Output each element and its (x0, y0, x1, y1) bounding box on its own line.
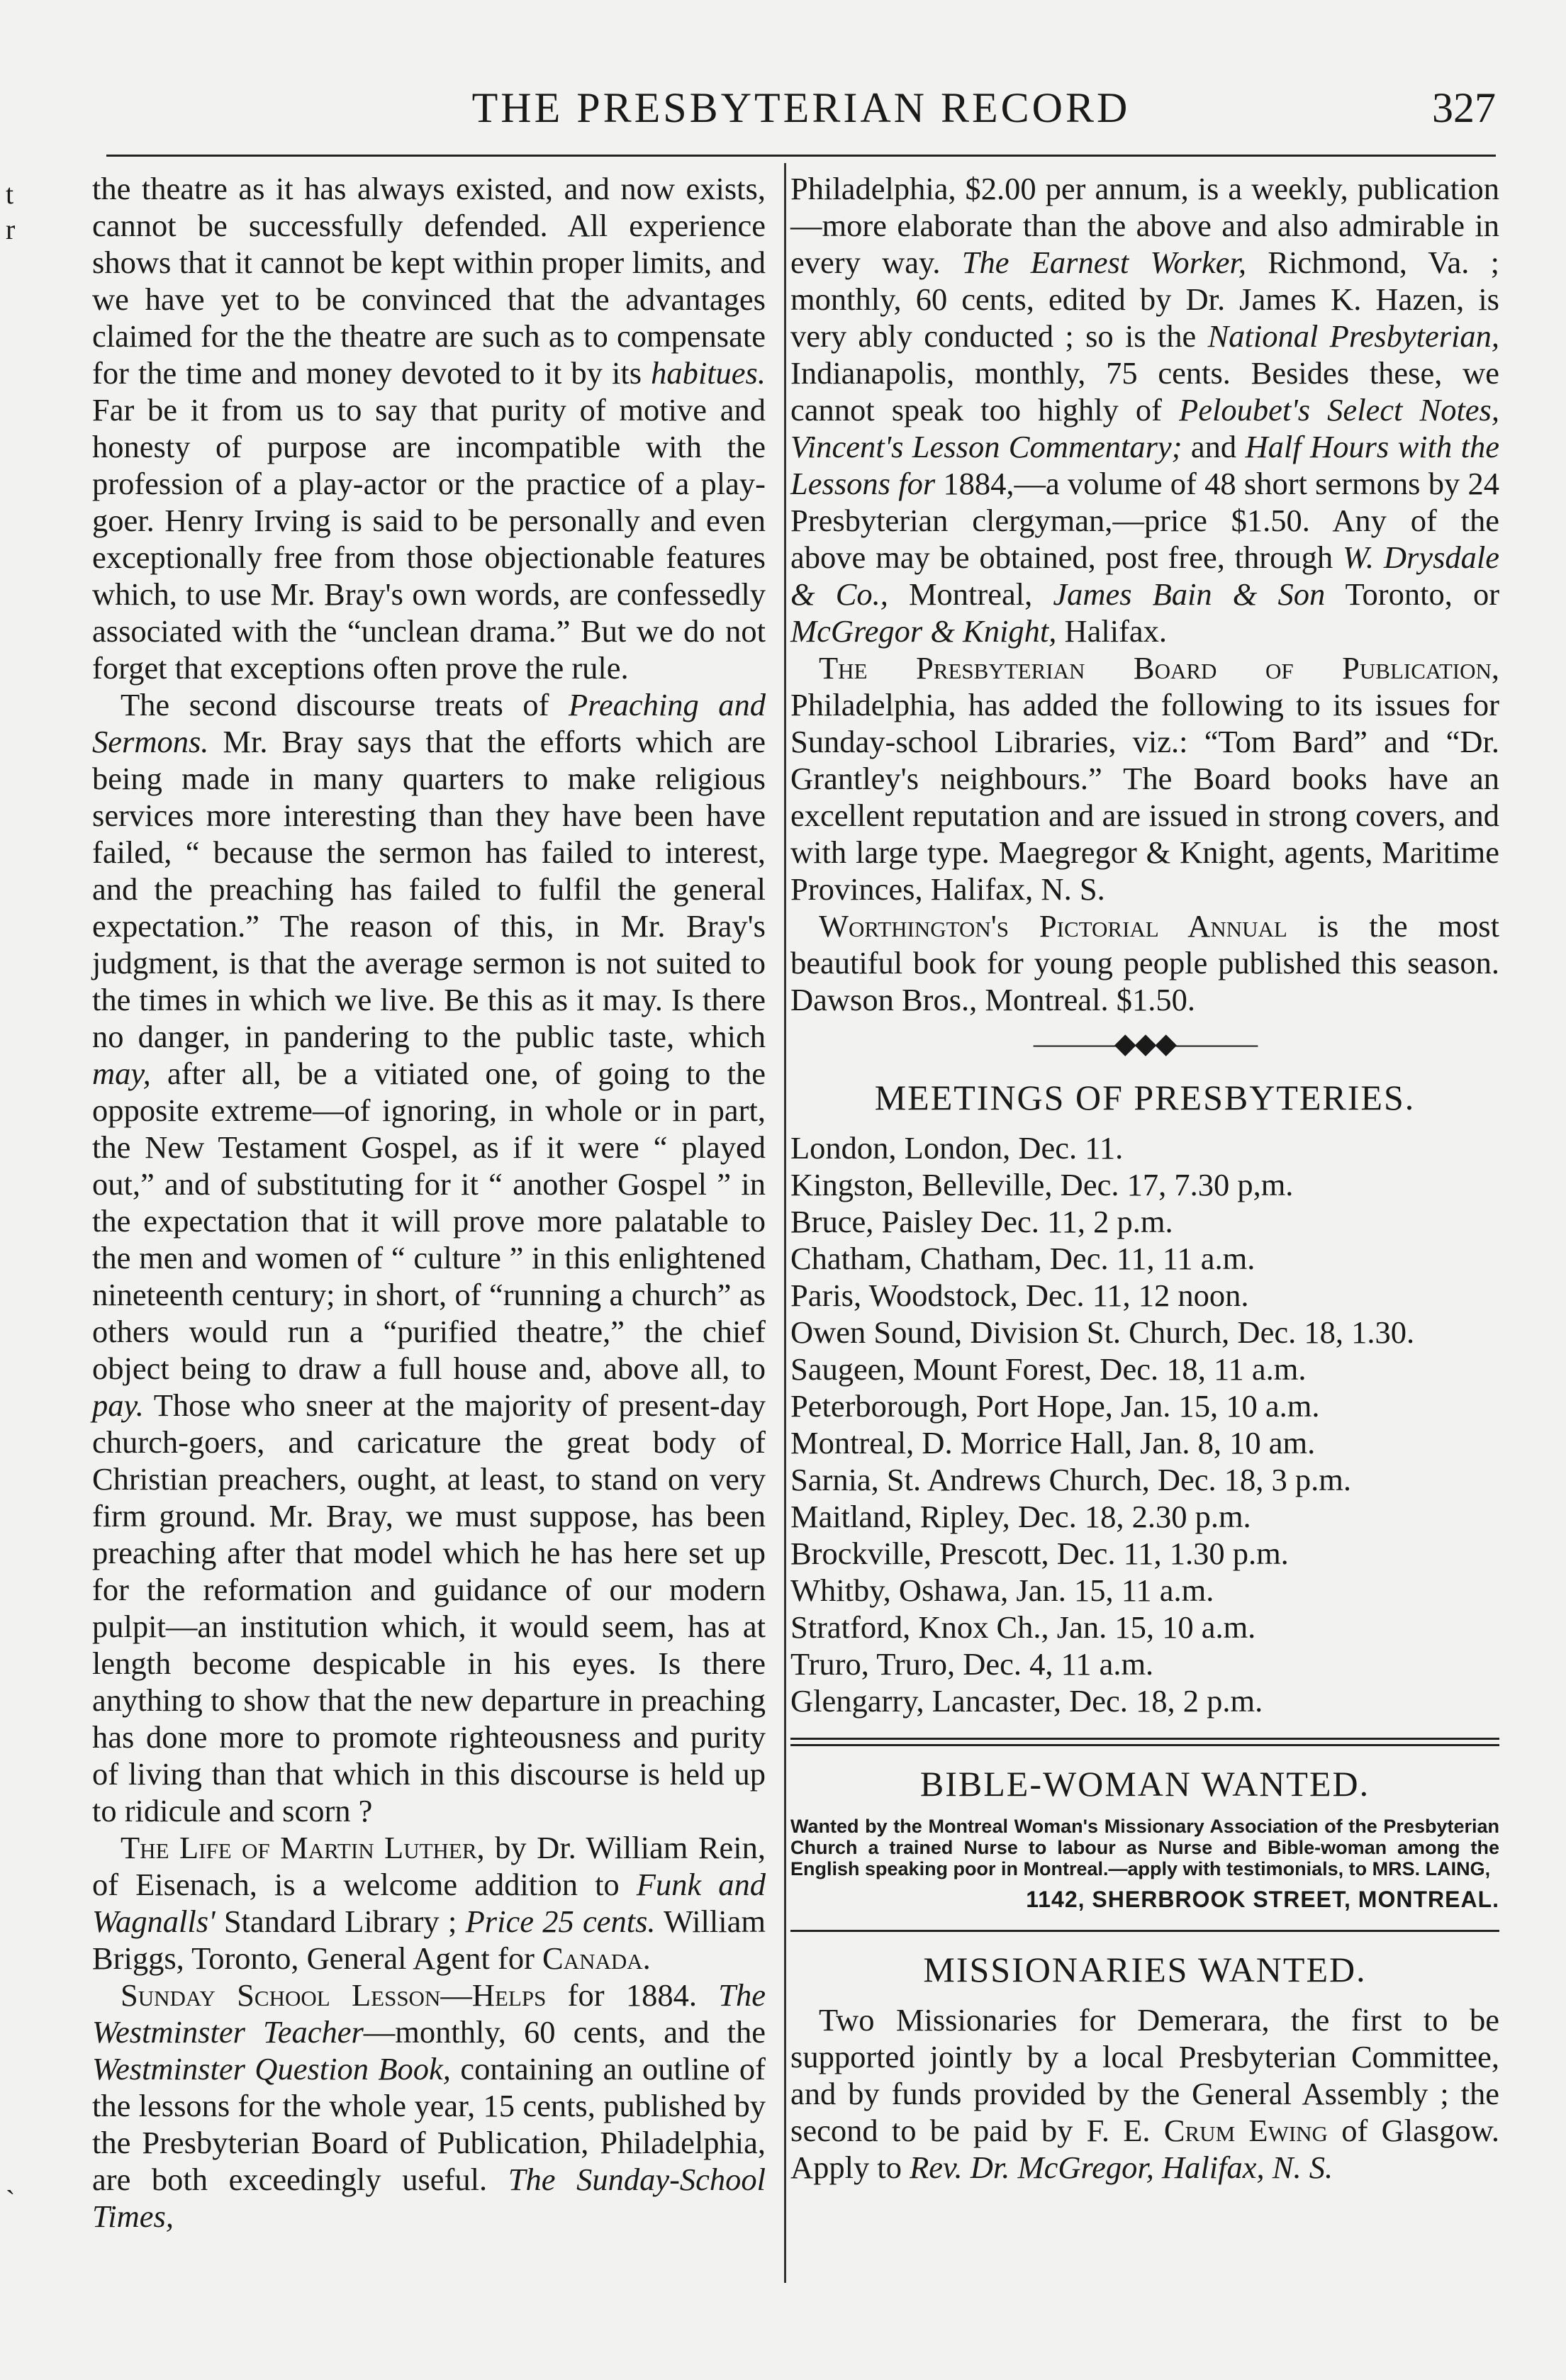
text: is the most beautiful book for young people published this season. Dawson Bros., Montreal. $1.50. (790, 908, 1499, 1017)
italic-text: Rev. Dr. McGregor, Halifax, N. S. (910, 2150, 1333, 2185)
bible-woman-heading: BIBLE-WOMAN WANTED. (919, 1764, 1370, 1804)
italic-text: habitues. (651, 355, 766, 391)
italic-text: McGregor & Knight, (790, 613, 1057, 649)
column-divider (784, 163, 786, 2283)
text: William Briggs, Toronto, General Agent for (92, 1904, 766, 1976)
list-item: Kingston, Belleville, Dec. 17, 7.30 p,m. (790, 1167, 1294, 1202)
text: Philadelphia, $2.00 per annum, is a weekly, publication—more elaborate than the above and also admirable in every way. (790, 171, 1499, 280)
left-column (92, 170, 766, 2235)
text: Two Missionaries for Demerara, the first to be supported jointly by a local Presbyterian Committee, and by funds provided by the General Assembly ; the second to be paid by F. E. (790, 2002, 1499, 2148)
italic-text: Preaching and Sermons. (92, 687, 766, 759)
paragraph-periodicals (790, 170, 1499, 649)
text: Richmond, Va. ; monthly, 60 cents, edited by Dr. James K. Hazen, is very ably conducted ; so is the (790, 245, 1499, 354)
text: containing an outline of the lessons for the whole year, 15 cents, published by the Presbyterian Board of Publication, Philadelphia, are both exceedingly useful. (92, 2051, 766, 2197)
list-item: Bruce, Paisley Dec. 11, 2 p.m. (790, 1204, 1173, 1239)
italic-text: Price 25 cents. (465, 1904, 656, 1939)
list-item: Paris, Woodstock, Dec. 11, 12 noon. (790, 1278, 1249, 1313)
list-item: Truro, Truro, Dec. 4, 11 a.m. (790, 1646, 1154, 1682)
text: The second discourse treats of (121, 687, 549, 722)
page-number: 327 (1432, 84, 1496, 131)
italic-text: Westminster Question Book, (92, 2051, 451, 2086)
bible-woman-address: 1142, SHERBROOK STREET, MONTREAL. (1026, 1887, 1499, 1912)
italic-text: The Earnest Worker, (961, 245, 1247, 280)
list-item: Whitby, Oshawa, Jan. 15, 11 a.m. (790, 1572, 1214, 1608)
italic-text: Half Hours with the Lessons for (790, 429, 1499, 501)
margin-mark: ` (6, 2184, 16, 2216)
italic-text: W. Drysdale & Co., (790, 540, 1500, 612)
text: Indianapolis, monthly, 75 cents. Besides these, we cannot speak too highly of (790, 355, 1499, 428)
text: —monthly, 60 cents, and the (363, 2014, 766, 2050)
italic-text: may, (92, 1056, 151, 1091)
running-title: THE PRESBYTERIAN RECORD (471, 84, 1131, 131)
list-item: Maitland, Ripley, Dec. 18, 2.30 p.m. (790, 1499, 1251, 1534)
text: of Glasgow. Apply to (790, 2113, 1500, 2185)
italic-text: Peloubet's Select Notes, Vincent's Lesson Commentary; (790, 392, 1500, 464)
list-item: Montreal, D. Morrice Hall, Jan. 8, 10 am. (790, 1425, 1316, 1460)
page-header (106, 84, 1496, 140)
paragraph-pictorial-annual (790, 907, 1499, 1018)
section-divider (790, 1738, 1499, 1746)
section-divider (790, 1930, 1499, 1932)
text: Those who sneer at the majority of present-day church-goers, and caricature the great body of Christian preachers, ought, at least, to stand on very firm ground. Mr. Bray, we must suppose, has been preaching after that model which he has here set up for the reformation and guidance of our modern pulpit—an institution which, it would seem, has at length become despicable in his eyes. Is there anything to show that the new departure in preaching has done more to promote righteousness and purity of living than that which in this discourse is held up to ridicule and scorn ? (92, 1387, 766, 1828)
italic-text: Funk and Wagnalls' (92, 1867, 766, 1939)
text: after all, be a vitiated one, of going to the opposite extreme—of ignoring, in whole or in part, the New Testament Gospel, as if it were “ played out,” and of substituting for it “ another Gospel ” in the expectation that it will prove more palatable to the men and women of “ culture ” in this enlightened nineteenth century; in short, of “running a church” as others would run a “purified theatre,” the chief object being to draw a full house and, above all, to (92, 1056, 766, 1386)
text: Toronto, or (1345, 576, 1500, 612)
list-item: London, London, Dec. 11. (790, 1130, 1124, 1166)
text: Montreal, (908, 576, 1033, 612)
small-caps-text: Canada. (542, 1940, 651, 1976)
list-item: Glengarry, Lancaster, Dec. 18, 2 p.m. (790, 1683, 1263, 1719)
list-item: Stratford, Knox Ch., Jan. 15, 10 a.m. (790, 1609, 1256, 1645)
header-rule (106, 155, 1496, 157)
paragraph-preaching (92, 686, 766, 1829)
margin-mark: t (6, 178, 14, 210)
small-caps-text: Worthington's Pictorial Annual (819, 908, 1287, 944)
bible-woman-notice: Wanted by the Montreal Woman's Missionary Association of the Presbyterian Church a trained Nurse to labour as Nurse and Bible-woman among the English speaking poor in Montreal.—apply with testimonials, to MRS. LAING, (790, 1816, 1499, 1879)
text: 1884,—a volume of 48 short sermons by 24 Presbyterian clergyman,—price $1.50. Any of the above may be obtained, post free, through (790, 466, 1499, 575)
text: Mr. Bray says that the efforts which are being made in many quarters to make religious services more interesting than they have been have failed, “ because the sermon has failed to interest, and the preaching has failed to fulfil the general expectation.” The reason of this, in Mr. Bray's judgment, is that the average sermon is not suited to the times in which we live. Be this as it may. Is there no danger, in pandering to the public taste, which (92, 724, 766, 1054)
italic-text: James Bain & Son (1053, 576, 1326, 612)
text: and (1190, 429, 1237, 464)
small-caps-text: Crum Ewing (1163, 2113, 1328, 2148)
text: Halifax. (1064, 613, 1168, 649)
text: by Dr. William Rein, of Eisenach, is a welcome addition to (92, 1830, 766, 1902)
missionaries-heading: MISSIONARIES WANTED. (923, 1950, 1367, 1989)
list-item: Brockville, Prescott, Dec. 11, 1.30 p.m. (790, 1536, 1289, 1571)
list-item: Sarnia, St. Andrews Church, Dec. 18, 3 p.m. (790, 1462, 1352, 1497)
italic-text: pay. (92, 1387, 144, 1423)
text: for 1884. (567, 1977, 697, 2013)
italic-text: National Presbyterian, (1207, 318, 1499, 354)
missionaries-paragraph (790, 2001, 1499, 2186)
paragraph-luther (92, 1829, 766, 1977)
list-item: Peterborough, Port Hope, Jan. 15, 10 a.m. (790, 1388, 1320, 1424)
text: Philadelphia, has added the following to its issues for Sunday-school Libraries, viz.: “Tom Bard” and “Dr. Grantley's neighbours.” The Board books have an excellent reputation and are issued in strong covers, and with large type. Maegregor & Knight, agents, Maritime Provinces, Halifax, N. S. (790, 687, 1499, 907)
small-caps-text: The Life of Martin Luther, (121, 1830, 485, 1865)
text: the theatre as it has always existed, and now exists, cannot be successfully defended. All experience shows that it cannot be kept within proper limits, and we have yet to be convinced that the advantages claimed for the the theatre are such as to compensate for the time and money devoted to it by its (92, 171, 766, 391)
small-caps-text: The Presbyterian Board of Publication, (819, 650, 1499, 686)
list-item: Saugeen, Mount Forest, Dec. 18, 11 a.m. (790, 1351, 1307, 1387)
paragraph-theatre (92, 170, 766, 686)
paragraph-board-publication (790, 649, 1499, 907)
italic-text: The Sunday-School Times, (92, 2162, 766, 2234)
text: Far be it from us to say that purity of motive and honesty of purpose are incompatible with the profession of a play-actor or the practice of a play-goer. Henry Irving is said to be personally and even exceptionally free from those objectionable features which, to use Mr. Bray's own words, are confessedly associated with the “unclean drama.” But we do not forget that exceptions often prove the rule. (92, 392, 766, 686)
margin-mark: r (6, 213, 16, 245)
meetings-list (790, 1129, 1499, 1719)
text: Standard Library ; (223, 1904, 457, 1939)
list-item: Owen Sound, Division St. Church, Dec. 18, 1.30. (790, 1314, 1415, 1350)
fleuron-ornament: ———◆◆◆——— (1033, 1027, 1257, 1059)
meetings-heading: MEETINGS OF PRESBYTERIES. (874, 1078, 1416, 1117)
paragraph-sunday-school (92, 1977, 766, 2235)
right-column (790, 170, 1499, 2186)
small-caps-text: Sunday School Lesson—Helps (121, 1977, 547, 2013)
italic-text: The Westminster Teacher (92, 1977, 766, 2050)
list-item: Chatham, Chatham, Dec. 11, 11 a.m. (790, 1241, 1255, 1276)
